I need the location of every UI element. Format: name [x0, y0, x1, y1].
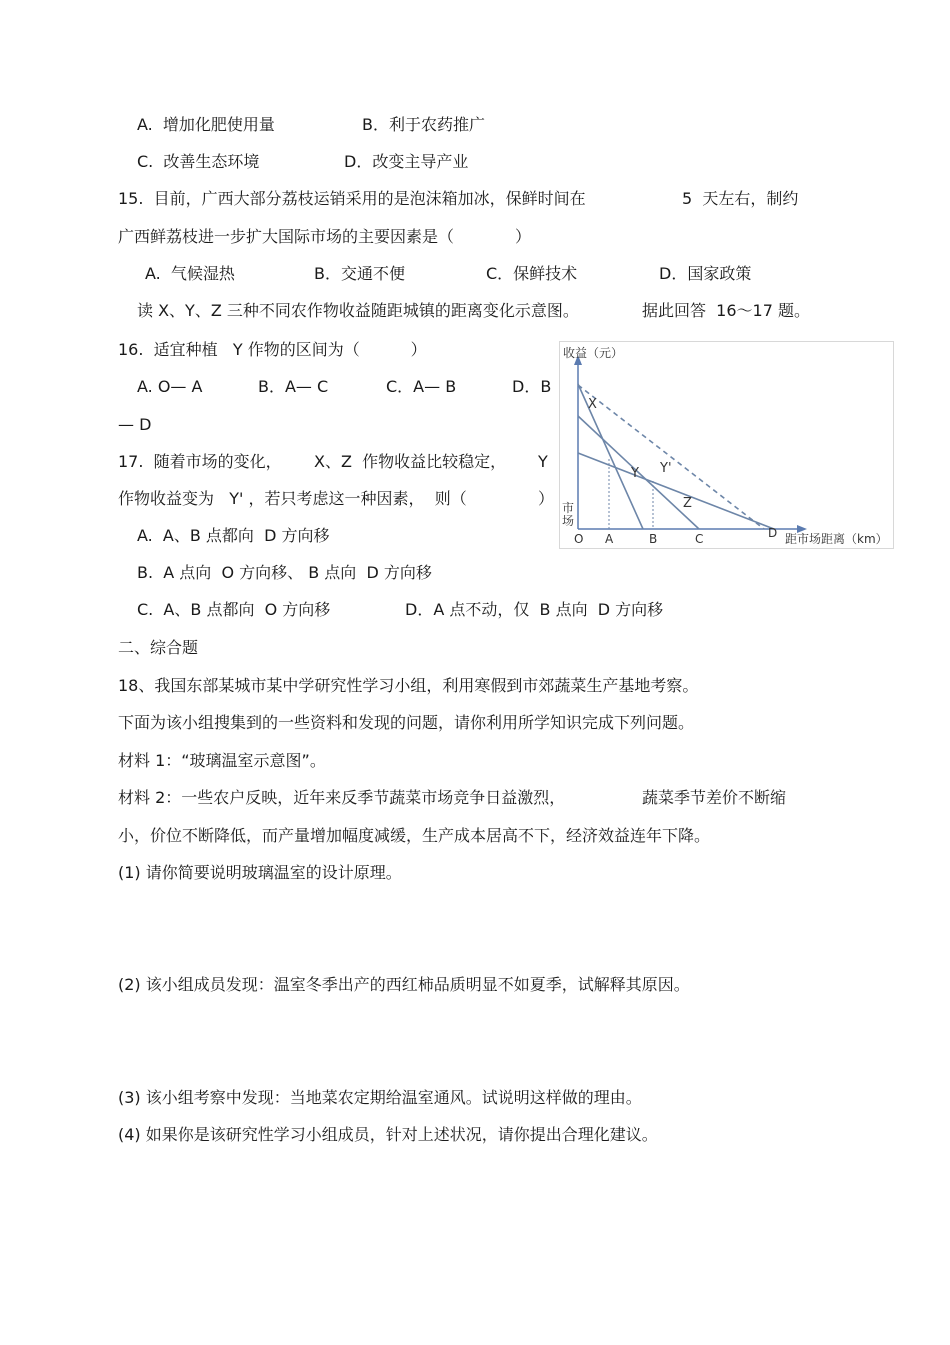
q15-option-c: C．保鲜技术 [486, 264, 578, 283]
q15-option-b: B．交通不便 [314, 264, 405, 283]
point-c-label: C [695, 532, 704, 546]
q17-stem-paren: ） [538, 489, 555, 508]
market-label-1: 市 [562, 501, 575, 515]
q14-option-b: B．利于农药推广 [362, 115, 485, 134]
q16-option-d-cont: — D [118, 415, 152, 434]
q17-stem-b: X、Z 作物收益比较稳定， [314, 452, 507, 471]
q17-option-a: A. A、B 点都向 D 方向移 [137, 526, 330, 545]
q17-stem-c: Y [538, 452, 548, 471]
q16-option-b: B．A— C [258, 377, 329, 396]
figure-intro-a: 读 X、Y、Z 三种不同农作物收益随距城镇的距离变化示意图。 [137, 301, 579, 320]
q18-material-2a: 材料 2：一些农户反映，近年来反季节蔬菜市场竞争日益激烈， [118, 788, 566, 807]
crop-income-figure [559, 341, 894, 549]
curve-y-label: Y [631, 466, 639, 481]
market-label-2: 场 [562, 514, 575, 528]
q18-line1: 18、我国东部某城市某中学研究性学习小组，利用寒假到市郊蔬菜生产基地考察。 [118, 676, 699, 695]
q16-stem: 16. 适宜种植 Y 作物的区间为（ ） [118, 340, 427, 359]
q18-part-1: (1) 请你简要说明玻璃温室的设计原理。 [118, 863, 402, 882]
q15-option-a: A. 气候湿热 [145, 264, 235, 283]
x-axis-label: 距市场距离（km） [785, 532, 888, 546]
point-d-label: D [768, 526, 778, 540]
curve-y-prime-label: Y' [660, 461, 672, 476]
section-2-heading: 二、综合题 [118, 638, 199, 657]
q18-part-2: (2) 该小组成员发现：温室冬季出产的西红柿品质明显不如夏季，试解释其原因。 [118, 975, 690, 994]
y-axis-label: 收益（元） [563, 346, 624, 360]
q15-stem-line1b: 5 天左右，制约 [682, 189, 799, 208]
q17-option-b: B. A 点向 O 方向移、 B 点向 D 方向移 [137, 563, 432, 582]
q14-option-d: D．改变主导产业 [344, 152, 469, 171]
q17-stem-line2: 作物收益变为 Y' ，若只考虑这一种因素， 则（ [118, 489, 467, 508]
q18-line2: 下面为该小组搜集到的一些资料和发现的问题，请你利用所学知识完成下列问题。 [118, 713, 695, 732]
q15-stem-line1a: 15. 目前，广西大部分荔枝运销采用的是泡沫箱加冰，保鲜时间在 [118, 189, 586, 208]
curve-x-label: X [588, 397, 597, 412]
q18-part-4: (4) 如果你是该研究性学习小组成员，针对上述状况，请你提出合理化建议。 [118, 1125, 658, 1144]
q14-option-c: C. 改善生态环境 [137, 152, 260, 171]
origin-label: O [574, 532, 584, 546]
q15-stem-line2: 广西鲜荔枝进一步扩大国际市场的主要因素是（ ） [118, 227, 532, 246]
q16-option-c: C．A— B [386, 377, 457, 396]
q18-material-2c: 小，价位不断降低，而产量增加幅度减缓，生产成本居高不下，经济效益连年下降。 [118, 826, 711, 845]
q17-option-d: D．A 点不动，仅 B 点向 D 方向移 [405, 600, 664, 619]
q15-option-d: D．国家政策 [659, 264, 752, 283]
q17-stem-a: 17. 随着市场的变化， [118, 452, 282, 471]
figure-intro-b: 据此回答 16～17 题。 [642, 301, 810, 320]
q18-part-3: (3) 该小组考察中发现：当地菜农定期给温室通风。试说明这样做的理由。 [118, 1088, 642, 1107]
q16-option-d: D．B [512, 377, 552, 396]
point-b-label: B [649, 532, 658, 546]
crop-income-diagram [559, 341, 894, 549]
point-a-label: A [605, 532, 614, 546]
q17-option-c: C. A、B 点都向 O 方向移 [137, 600, 331, 619]
q14-option-a: A. 增加化肥使用量 [137, 115, 275, 134]
q18-material-2b: 蔬菜季节差价不断缩 [642, 788, 787, 807]
q16-option-a: A. O— A [137, 377, 203, 396]
q18-material-1: 材料 1：“玻璃温室示意图”。 [118, 751, 326, 770]
curve-z-label: Z [683, 496, 692, 511]
